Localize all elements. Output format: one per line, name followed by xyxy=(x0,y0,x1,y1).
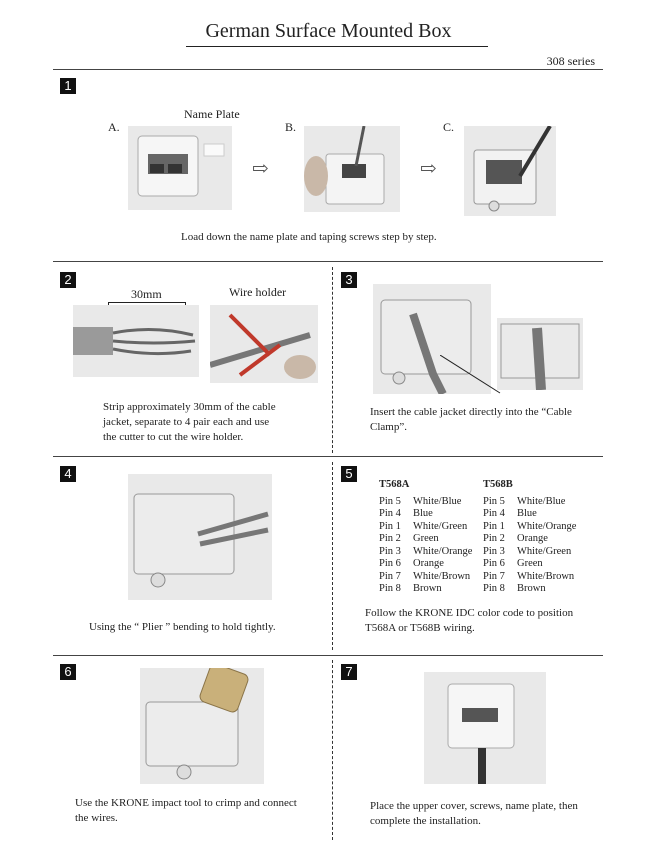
step-number-3: 3 xyxy=(341,272,357,288)
wire-color: Blue xyxy=(413,508,433,519)
pin-number: Pin 1 xyxy=(379,520,401,532)
wire-holder-label: Wire holder xyxy=(229,285,287,299)
step-7-caption xyxy=(370,799,578,829)
wire-color: White/Orange xyxy=(413,545,473,557)
caption-line: jacket, separate to 4 pair each and use xyxy=(103,416,270,428)
caption-line: Use the KRONE impact tool to crimp and connect xyxy=(75,797,297,809)
photo-krone-impact-tool xyxy=(140,668,264,784)
pin-row xyxy=(379,558,472,571)
pin-number: Pin 7 xyxy=(483,570,505,582)
column-separator xyxy=(332,267,333,453)
step-4-caption: Using the “ Plier ” bending to hold tightly. xyxy=(89,621,276,633)
wire-color: Brown xyxy=(413,583,442,594)
wire-color: White/Blue xyxy=(413,495,462,507)
step-number-7: 7 xyxy=(341,664,357,680)
pin-number: Pin 8 xyxy=(379,583,401,594)
wire-color: White/Green xyxy=(413,520,468,532)
photo-wire-cutter xyxy=(210,305,318,383)
divider xyxy=(53,655,603,656)
substep-a-label: A. xyxy=(108,120,120,134)
t568b-rows xyxy=(483,496,576,596)
substep-b-label: B. xyxy=(285,120,297,134)
pin-row xyxy=(379,533,472,546)
step-number-5: 5 xyxy=(341,466,357,482)
substep-c-label: C. xyxy=(443,120,455,134)
pin-row xyxy=(379,521,472,534)
pin-row xyxy=(379,508,472,521)
caption-line: the wires. xyxy=(75,812,118,824)
pointer-line xyxy=(440,355,510,400)
pin-row xyxy=(483,558,576,571)
caption-line: Place the upper cover, screws, name plate, then xyxy=(370,800,578,812)
pin-number: Pin 8 xyxy=(483,583,505,594)
arrow-right-icon: ⇨ xyxy=(420,158,437,180)
photo-screwdriver-b xyxy=(304,126,400,212)
pin-number: Pin 2 xyxy=(379,533,401,544)
step-3-caption xyxy=(370,405,572,435)
t568a-table xyxy=(379,479,472,596)
step-number-2: 2 xyxy=(60,272,76,288)
photo-stripped-cable xyxy=(73,305,199,377)
wire-color: Blue xyxy=(517,508,537,519)
step-number-1: 1 xyxy=(60,78,76,94)
column-separator xyxy=(332,462,333,650)
t568a-heading: T568A xyxy=(379,479,410,490)
wire-color: Green xyxy=(413,533,439,544)
pin-number: Pin 7 xyxy=(379,570,401,582)
caption-line: T568A or T568B wiring. xyxy=(365,622,475,634)
step-2-caption xyxy=(103,400,276,445)
caption-line: Insert the cable jacket directly into the “Cable xyxy=(370,406,572,418)
step-number-6: 6 xyxy=(60,664,76,680)
wire-color: White/Brown xyxy=(517,570,575,582)
arrow-right-icon: ⇨ xyxy=(252,158,269,180)
t568a-rows xyxy=(379,496,472,596)
pin-row xyxy=(483,583,576,596)
wire-color: Orange xyxy=(413,558,444,569)
caption-line: Strip approximately 30mm of the cable xyxy=(103,401,276,413)
pin-row xyxy=(483,546,576,559)
pin-number: Pin 3 xyxy=(379,545,401,557)
step-6-caption xyxy=(75,796,297,826)
wire-color: White/Blue xyxy=(517,495,566,507)
pin-row xyxy=(379,571,472,584)
pin-number: Pin 2 xyxy=(483,533,505,544)
pin-row xyxy=(483,508,576,521)
photo-box-front xyxy=(128,126,232,210)
photo-plier-bending xyxy=(128,474,272,600)
series-label: 308 series xyxy=(546,54,595,68)
divider xyxy=(53,456,603,457)
pin-number: Pin 4 xyxy=(483,508,505,519)
pin-row xyxy=(379,496,472,509)
wire-color: Brown xyxy=(517,583,546,594)
pin-row xyxy=(483,571,576,584)
name-plate-label: Name Plate xyxy=(184,107,240,121)
caption-line: Follow the KRONE IDC color code to position xyxy=(365,607,574,619)
step-5-caption xyxy=(365,606,573,636)
pin-number: Pin 1 xyxy=(483,520,505,532)
divider xyxy=(53,69,603,70)
divider xyxy=(53,261,603,262)
page-title: German Surface Mounted Box xyxy=(205,20,452,42)
caption-line: Clamp”. xyxy=(370,421,407,433)
title-underline xyxy=(186,46,488,47)
wire-color: White/Green xyxy=(517,545,572,557)
column-separator xyxy=(332,660,333,840)
photo-completed-box xyxy=(424,672,546,784)
wire-color: White/Orange xyxy=(517,520,577,532)
pin-number: Pin 4 xyxy=(379,508,401,519)
photo-screwdriver-c xyxy=(464,126,556,216)
pin-number: Pin 6 xyxy=(379,558,401,569)
step-1-caption: Load down the name plate and taping screws step by step. xyxy=(181,231,437,243)
caption-line: complete the installation. xyxy=(370,815,481,827)
wire-color: White/Brown xyxy=(413,570,471,582)
step-number-4: 4 xyxy=(60,466,76,482)
pin-number: Pin 5 xyxy=(483,495,505,507)
strip-length-label: 30mm xyxy=(131,287,162,301)
pin-row xyxy=(379,546,472,559)
pin-row xyxy=(483,496,576,509)
pin-number: Pin 5 xyxy=(379,495,401,507)
pin-row xyxy=(483,533,576,546)
pin-row xyxy=(379,583,472,596)
wire-color: Orange xyxy=(517,533,548,544)
pin-row xyxy=(483,521,576,534)
pin-number: Pin 3 xyxy=(483,545,505,557)
wire-color: Green xyxy=(517,558,543,569)
t568b-table xyxy=(483,479,576,596)
t568b-heading: T568B xyxy=(483,479,513,490)
caption-line: the cutter to cut the wire holder. xyxy=(103,431,244,443)
pin-number: Pin 6 xyxy=(483,558,505,569)
